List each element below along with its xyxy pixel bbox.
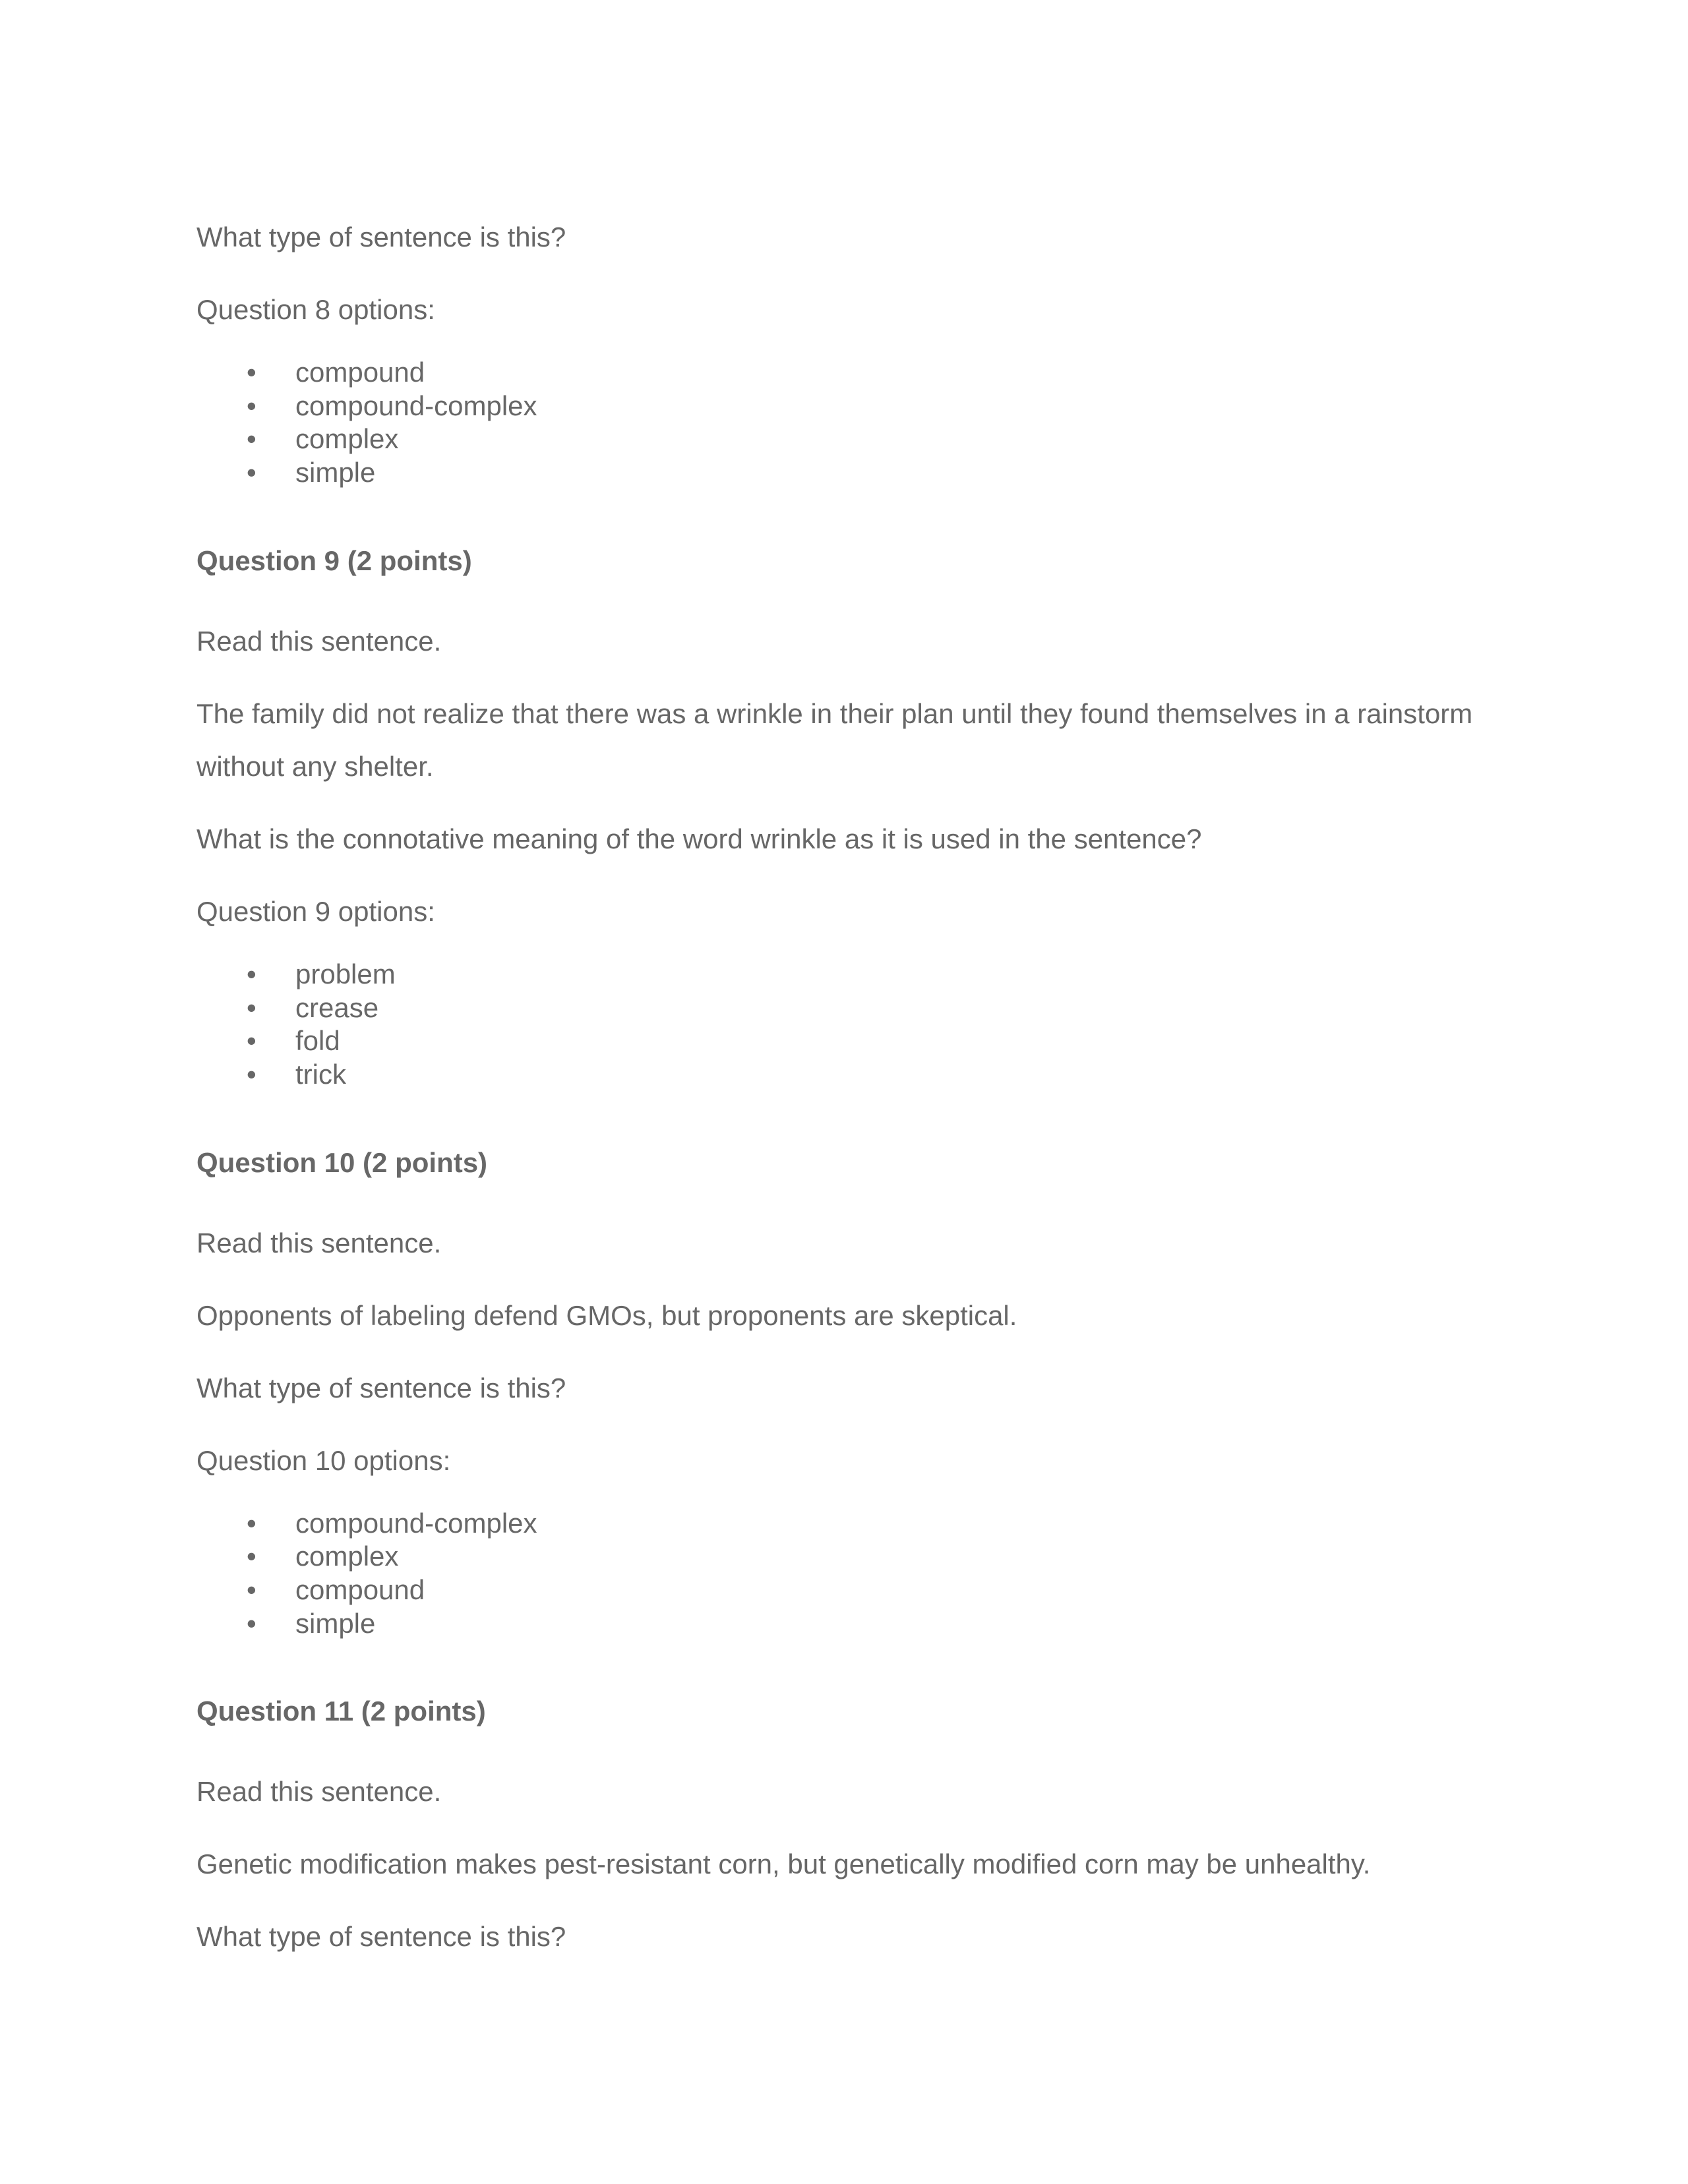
bullet-icon: •: [247, 1507, 256, 1539]
option-item[interactable]: [196, 456, 1515, 490]
bullet-icon: •: [247, 357, 256, 388]
question-8: [196, 211, 1515, 490]
option-label: crease: [295, 991, 379, 1023]
option-item[interactable]: [196, 1540, 1515, 1574]
question-10-instruction: Read this sentence.: [196, 1227, 442, 1258]
option-item[interactable]: [196, 1607, 1515, 1641]
question-11-sentence: Genetic modification makes pest-resistant corn, but genetically modified corn may be unhealthy.: [196, 1848, 1371, 1880]
question-11-instruction: Read this sentence.: [196, 1776, 442, 1808]
option-item[interactable]: [196, 1058, 1515, 1092]
question-10-options-label: Question 10 options:: [196, 1444, 451, 1476]
option-label: compound-complex: [295, 1507, 537, 1539]
question-9-heading: Question 9 (2 points): [196, 545, 472, 576]
question-9-options: [196, 958, 1515, 1092]
bullet-icon: •: [247, 1607, 256, 1639]
option-label: compound-complex: [295, 390, 537, 421]
bullet-icon: •: [247, 1541, 256, 1572]
option-label: complex: [295, 1541, 399, 1572]
question-8-prompt: What type of sentence is this?: [196, 221, 566, 252]
question-9-options-label: Question 9 options:: [196, 895, 435, 927]
question-9: [196, 543, 1515, 1092]
bullet-icon: •: [247, 1574, 256, 1606]
option-label: problem: [295, 958, 396, 989]
question-9-instruction: Read this sentence.: [196, 625, 442, 657]
question-10-sentence: Opponents of labeling defend GMOs, but proponents are skeptical.: [196, 1299, 1017, 1331]
option-label: trick: [295, 1058, 346, 1090]
option-item[interactable]: [196, 1507, 1515, 1541]
option-item[interactable]: [196, 1574, 1515, 1607]
question-9-sentence-line-2: without any shelter.: [196, 750, 434, 782]
bullet-icon: •: [247, 958, 256, 989]
question-11-heading: Question 11 (2 points): [196, 1696, 486, 1727]
question-11-prompt: What type of sentence is this?: [196, 1921, 566, 1953]
question-9-sentence: [196, 688, 1515, 793]
option-item[interactable]: [196, 1024, 1515, 1058]
option-label: compound: [295, 1574, 425, 1606]
question-10-prompt: What type of sentence is this?: [196, 1372, 566, 1403]
option-label: simple: [295, 457, 376, 488]
bullet-icon: •: [247, 390, 256, 421]
question-8-options-label: Question 8 options:: [196, 294, 435, 325]
option-item[interactable]: [196, 423, 1515, 456]
option-label: simple: [295, 1607, 376, 1639]
option-label: fold: [295, 1025, 340, 1057]
option-label: compound: [295, 357, 425, 388]
option-item[interactable]: [196, 991, 1515, 1025]
question-10-heading: Question 10 (2 points): [196, 1146, 488, 1178]
option-item[interactable]: [196, 356, 1515, 390]
question-8-options: [196, 356, 1515, 490]
option-item[interactable]: [196, 390, 1515, 423]
bullet-icon: •: [247, 457, 256, 488]
bullet-icon: •: [247, 423, 256, 455]
question-11: [196, 1693, 1515, 1963]
question-10: [196, 1144, 1515, 1641]
question-10-options: [196, 1507, 1515, 1641]
bullet-icon: •: [247, 1058, 256, 1090]
question-9-prompt: What is the connotative meaning of the word wrinkle as it is used in the sentence?: [196, 823, 1202, 854]
bullet-icon: •: [247, 991, 256, 1023]
document-body: [196, 211, 1515, 1983]
option-item[interactable]: [196, 958, 1515, 991]
bullet-icon: •: [247, 1025, 256, 1057]
option-label: complex: [295, 423, 399, 455]
question-9-sentence-line-1: The family did not realize that there was a wrinkle in their plan until they found themselves in a rainstorm: [196, 697, 1473, 729]
